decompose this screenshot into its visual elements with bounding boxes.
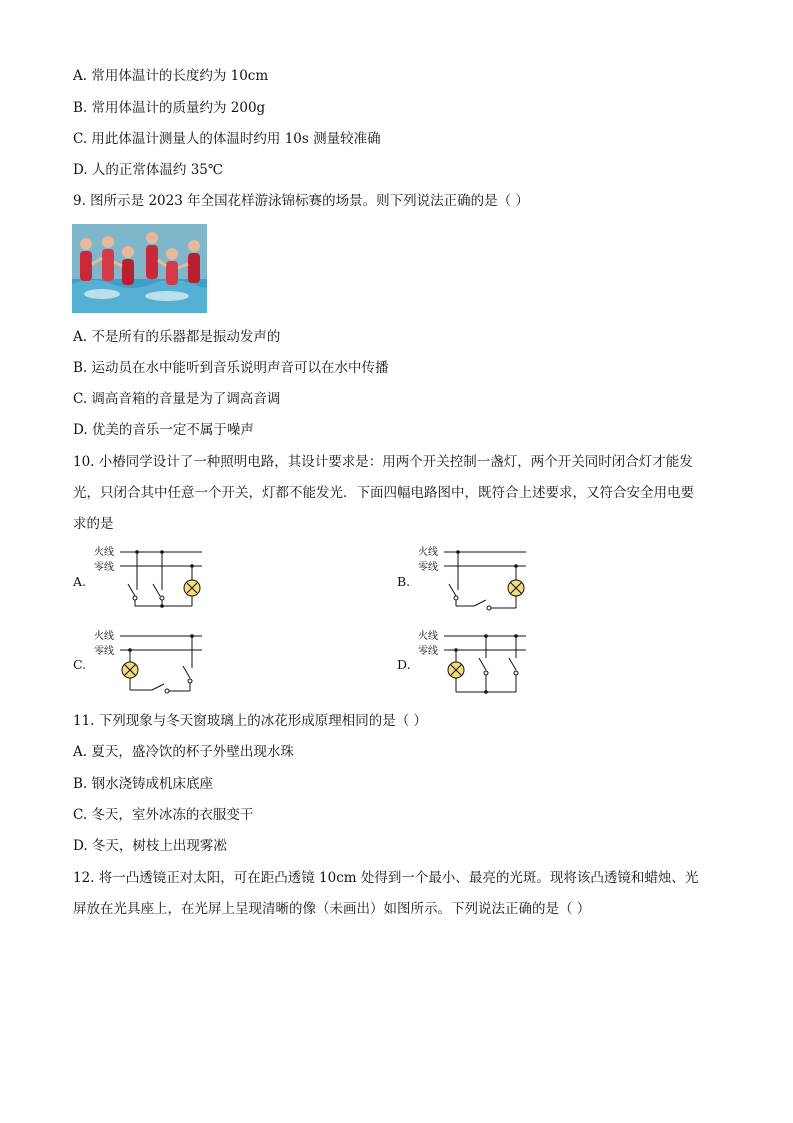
circuit-b-label: B. xyxy=(397,574,411,589)
q12-stem-line1: 12. 将一凸透镜正对太阳，可在距凸透镜 10cm 处得到一个最小、最亮的光斑。现将该凸透镜和蜡烛、光 xyxy=(73,870,699,886)
q8-option-d: D. 人的正常体温约 35℃ xyxy=(73,162,223,178)
q9-option-c: C. 调高音箱的音量是为了调高音调 xyxy=(73,391,281,407)
circuit-a-live-label: 火线 xyxy=(94,547,114,558)
q9-option-b: B. 运动员在水中能听到音乐说明声音可以在水中传播 xyxy=(73,360,389,376)
q10-stem-line3: 求的是 xyxy=(73,516,114,532)
q10-stem-line2: 光，只闭合其中任意一个开关，灯都不能发光．下面四幅电路图中，既符合上述要求，又符合安全用电要 xyxy=(73,485,694,501)
circuit-a-neutral-label: 零线 xyxy=(94,562,114,573)
circuit-b-live-label: 火线 xyxy=(418,547,438,558)
swimmers-illustration xyxy=(72,224,207,313)
circuit-c-label: C. xyxy=(73,657,87,672)
q11-option-a: A. 夏天，盛冷饮的杯子外壁出现水珠 xyxy=(73,744,294,760)
q12-stem-line2: 屏放在光具座上，在光屏上呈现清晰的像（未画出）如图所示。下列说法正确的是（ ） xyxy=(73,901,591,917)
circuit-d-neutral-label: 零线 xyxy=(418,646,438,657)
q9-option-a: A. 不是所有的乐器都是振动发声的 xyxy=(73,329,281,345)
q8-option-c: C. 用此体温计测量人的体温时约用 10s 测量较准确 xyxy=(73,131,381,147)
circuit-diagram-d xyxy=(416,628,566,698)
q8-option-b: B. 常用体温计的质量约为 200g xyxy=(73,100,266,116)
circuit-d-live-label: 火线 xyxy=(418,631,438,642)
q8-option-a: A. 常用体温计的长度约为 10cm xyxy=(73,68,269,84)
circuit-d-label: D. xyxy=(397,657,411,672)
synchronized-swimming-photo xyxy=(72,224,207,313)
circuit-b-neutral-label: 零线 xyxy=(418,562,438,573)
q9-option-d: D. 优美的音乐一定不属于噪声 xyxy=(73,422,254,438)
q11-option-b: B. 钢水浇铸成机床底座 xyxy=(73,776,214,792)
q10-stem-line1: 10. 小椿同学设计了一种照明电路，其设计要求是：用两个开关控制一盏灯，两个开关同时闭合灯才能发 xyxy=(73,454,693,470)
q11-option-d: D. 冬天，树枝上出现雾凇 xyxy=(73,838,227,854)
circuit-diagram-b xyxy=(416,544,566,614)
circuit-diagram-c xyxy=(92,628,242,698)
circuit-a-label: A. xyxy=(73,574,87,589)
circuit-diagram-a xyxy=(92,544,242,614)
circuit-c-live-label: 火线 xyxy=(94,631,114,642)
q11-stem: 11. 下列现象与冬天窗玻璃上的冰花形成原理相同的是（ ） xyxy=(73,713,428,729)
q11-option-c: C. 冬天，室外冰冻的衣服变干 xyxy=(73,807,254,823)
circuit-c-neutral-label: 零线 xyxy=(94,646,114,657)
q9-stem: 9. 图所示是 2023 年全国花样游泳锦标赛的场景。则下列说法正确的是（ ） xyxy=(73,193,529,209)
